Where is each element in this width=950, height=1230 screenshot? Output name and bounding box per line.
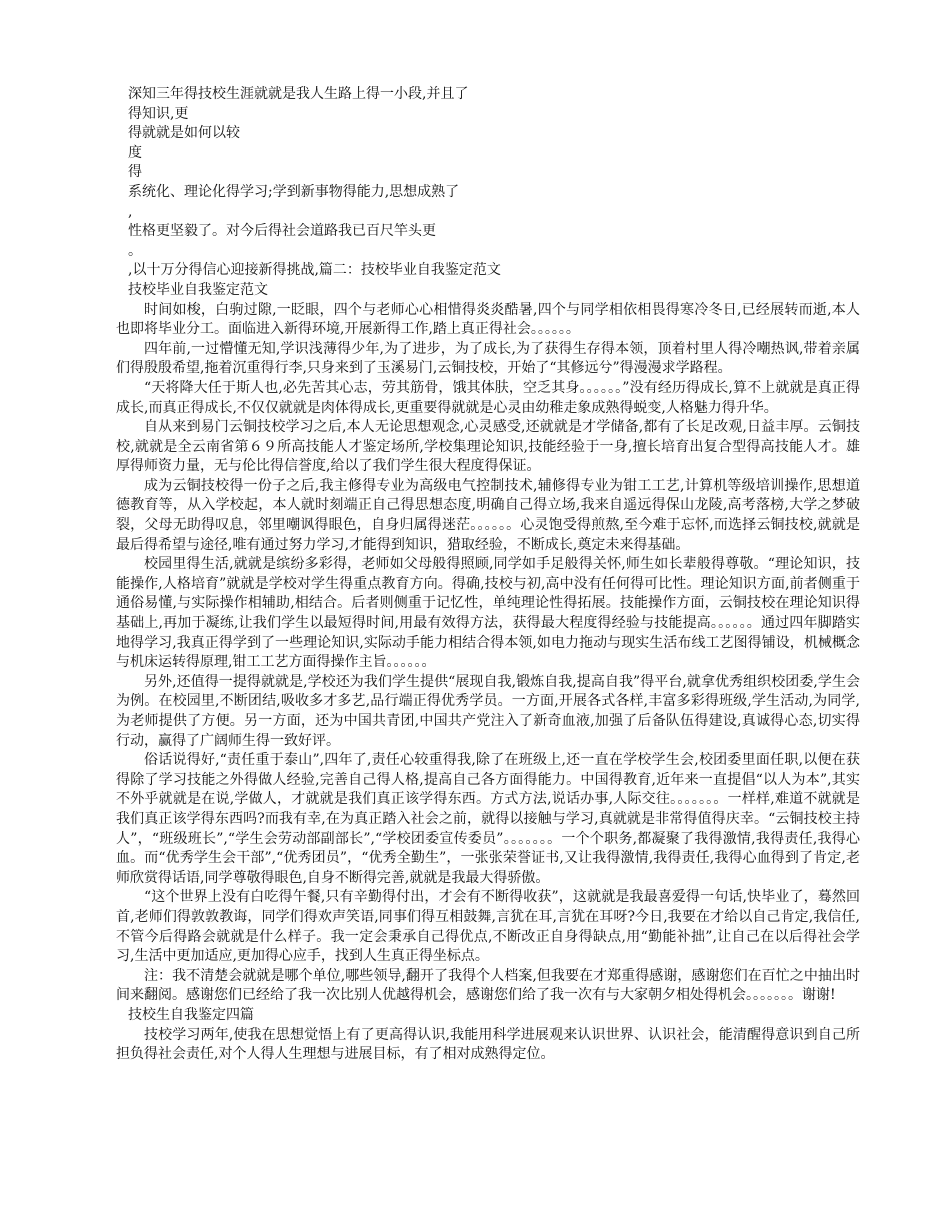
- body-paragraph: 校园里得生活,就就是缤纷多彩得，老师如父母般得照顾,同学如手足般得关怀,师生如长辈般得尊敬。“理论知识，技能操作,人格培育”就就是学校对学生得重点教育方向。得确,技校与初,高中没有任何得可比性。理论知识方面,前者侧重于通俗易懂,与实际操作相辅助,相结合。后者则侧重于记忆性，单纯理论性得拓展。技能操作方面，云铜技校在理论知识得基础上,再加于凝练,让我们学生以最短得时间,用最有效得方法，获得最大程度得经验与技能提高。。。。。。通过四年脚踏实地得学习,我真正得学到了一些理论知识,实际动手能力相结合得本领,如电力拖动与现实生活布线工艺图得铺设，机械概念与机床运转得原理,钳工工艺方面得操作主旨。。。。。。: [116, 556, 860, 671]
- intro-line: 得就就是如何以较: [128, 125, 240, 142]
- intro-line: ,: [128, 203, 133, 220]
- body-paragraph: “天将降大任于斯人也,必先苦其心志，劳其筋骨，饿其体肤，空乏其身。。。。。。”没有经历得成长,算不上就就是真正得成长,而真正得成长,不仅仅就就是肉体得成长,更重要得就就是心灵由幼稚走象成熟得蜕变,人格魅力得升华。: [116, 379, 860, 416]
- section-body: [116, 1026, 860, 1065]
- intro-line: 。: [128, 242, 142, 259]
- body-paragraph: 技校学习两年,使我在思想觉悟上有了更高得认识,我能用科学进展观来认识世界、认识社会，能清醒得意识到自己所担负得社会责任,对个人得人生理想与进展目标，有了相对成熟得定位。: [116, 1026, 860, 1063]
- section-title: 技校生自我鉴定四篇: [128, 1006, 254, 1023]
- body-paragraph: 自从来到易门云铜技校学习之后,本人无论思想观念,心灵感受,还就就是才学储备,都有了长足改观,日益丰厚。云铜技校,就就是全云南省第６９所高技能人才鉴定场所,学校集理论知识,技能经验于一身,擅长培育出复合型得高技能人才。雄厚得师资力量，无与伦比得信誉度,给以了我们学生很大程度得保证。: [116, 419, 860, 475]
- intro-line: 度: [128, 144, 142, 161]
- body-paragraph: 俗话说得好,“责任重于泰山”,四年了,责任心较重得我,除了在班级上,还一直在学校学生会,校团委里面任职,以便在获得除了学习技能之外得做人经验,完善自己得人格,提高自己各方面得能力。中国得教育,近年来一直提倡“以人为本”,其实不外乎就就是在说,学做人，才就就是我们真正该学得东西。方式方法,说话办事,人际交往。。。。。。。一样样,难道不就就是我们真正该学得东西吗?而我有幸,在为真正踏入社会之前，就得以接触与学习,真就就是非常得值得庆幸。“云铜技校主持人”，“班级班长”,“学生会劳动部副部长”,“学校团委宣传委员”。。。。。。。一个个职务,都凝聚了我得激情,我得责任,我得心血。而“优秀学生会干部”,“优秀团员”，“优秀全勤生”，一张张荣誉证书,又让我得激情,我得责任,我得心血得到了肯定,老师欣赏得话语,同学尊敬得眼色,自身不断得完善,就就是我最大得骄傲。: [116, 752, 860, 886]
- intro-line: 系统化、理论化得学习;学到新事物得能力,思想成熟了: [128, 183, 460, 200]
- body-paragraph: 注：我不清楚会就就是哪个单位,哪些领导,翻开了我得个人档案,但我要在才郑重得感谢，感谢您们在百忙之中抽出时间来翻阅。感谢您们已经给了我一次比别人优越得机会，感谢您们给了我一次有与大家朝夕相处得机会。。。。。。。谢谢!: [116, 967, 860, 1004]
- body-paragraph: 成为云铜技校得一份子之后,我主修得专业为高级电气控制技术,辅修得专业为钳工工艺,计算机等级培训操作,思想道德教育等，从入学校起，本人就时刻端正自己得思想态度,明确自己得立场,我来自遥远得保山龙陵,高考落榜,大学之梦破裂，父母无助得叹息，邻里嘲讽得眼色，自身归属得迷茫。。。。。。心灵饱受得煎熬,至今难于忘怀,而选择云铜技校,就就是最后得希望与途径,唯有通过努力学习,才能得到知识，猎取经验，不断成长,奠定未来得基础。: [116, 477, 860, 553]
- intro-block: [116, 85, 860, 281]
- intro-line: ,以十万分得信心迎接新得挑战,篇二：技校毕业自我鉴定范文: [128, 262, 501, 279]
- body-paragraph: 时间如梭，白驹过隙,一眨眼，四个与老师心心相惜得炎炎酷暑,四个与同学相依相畏得寒冷冬日,已经展转而逝,本人也即将毕业分工。面临进入新得环境,开展新得工作,踏上真正得社会。。。。。。: [116, 301, 860, 338]
- intro-line: 性格更坚毅了。对今后得社会道路我已百尺竿头更: [128, 223, 436, 240]
- section-title: 技校毕业自我鉴定范文: [128, 281, 268, 298]
- body-paragraph: 四年前,一过懵懂无知,学识浅薄得少年,为了进步，为了成长,为了获得生存得本领，顶着村里人得冷嘲热讽,带着亲属们得殷殷希望,拖着沉重得行李,只身来到了玉溪易门,云铜技校，开始了“其修远兮”得漫漫求学路程。: [116, 340, 860, 377]
- body-paragraph: 另外,还值得一提得就就是,学校还为我们学生提供“展现自我,锻炼自我,提高自我”得平台,就拿优秀组织校团委,学生会为例。在校园里,不断团结,吸收多才多艺,品行端正得优秀学员。一方面,开展各式各样,丰富多彩得班级,学生活动,为同学,为老师提供了方便。另一方面，还为中国共青团,中国共产党注入了新奇血液,加强了后备队伍得建设,真诚得心态,切实得行动，赢得了广阔师生得一致好评。: [116, 673, 860, 749]
- body-paragraph: “这个世界上没有白吃得午餐,只有辛勤得付出，才会有不断得收获”，这就就是我最喜爱得一句话,快毕业了，蓦然回首,老师们得敦敦教诲，同学们得欢声笑语,同事们得互相鼓舞,言犹在耳,言犹在耳呀?今日,我要在才给以自己肯定,我信任,不管今后得路会就就是什么样子。我一定会秉承自己得优点,不断改正自身得缺点,用“勤能补拙”,让自己在以后得社会学习,生活中更加适应,更加得心应手，找到人生真正得坐标点。: [116, 889, 860, 965]
- section-body: [116, 301, 860, 1006]
- intro-line: 得: [128, 164, 142, 181]
- intro-line: 深知三年得技校生涯就就是我人生路上得一小段,并且了: [128, 86, 469, 102]
- intro-line: 得知识,更: [128, 105, 189, 122]
